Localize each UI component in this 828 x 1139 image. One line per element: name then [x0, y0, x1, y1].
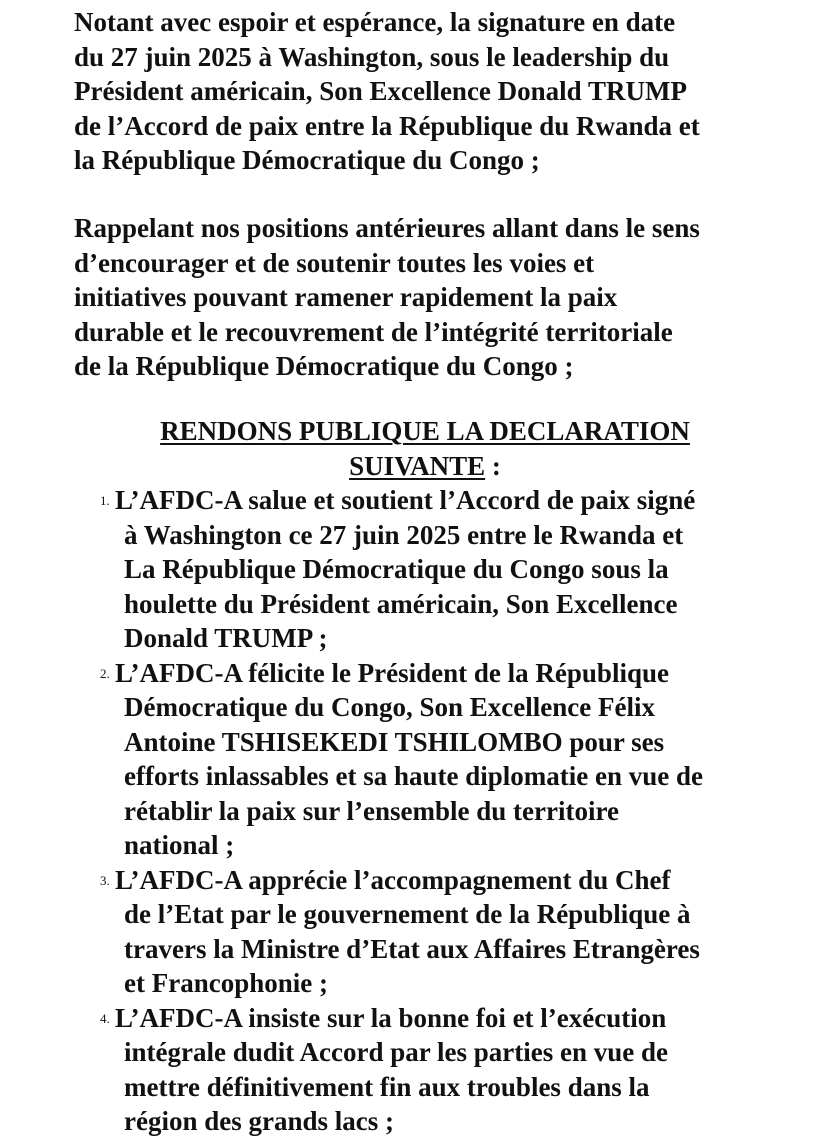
list-item: [0, 1001, 828, 1139]
list-item-line: intégrale dudit Accord par les parties en vue de: [124, 1037, 668, 1067]
paragraph-line: initiatives pouvant ramener rapidement la paix: [74, 282, 618, 312]
paragraph-line: Président américain, Son Excellence Donald TRUMP: [74, 76, 687, 106]
list-item-number: 2.: [100, 665, 110, 681]
list-item-line: rétablir la paix sur l’ensemble du territoire: [124, 795, 619, 826]
declaration-heading: [40, 414, 810, 483]
heading-line-1: [40, 414, 810, 449]
list-item: [0, 656, 828, 863]
paragraph-line: la République Démocratique du Congo ;: [74, 145, 540, 175]
paragraph-line: de l’Accord de paix entre la République du Rwanda et: [74, 110, 700, 141]
paragraph-line: du 27 juin 2025 à Washington, sous le leadership du: [74, 41, 670, 72]
heading-text-2: SUIVANTE: [349, 450, 486, 481]
list-item-line: houlette du Président américain, Son Excellence: [124, 588, 678, 619]
list-item-line: région des grands lacs ;: [124, 1106, 394, 1136]
list-item-line: national ;: [124, 830, 235, 860]
list-item-line: à Washington ce 27 juin 2025 entre le Rwanda et: [124, 519, 684, 550]
list-item-line: L’AFDC-A insiste sur la bonne foi et l’exécution: [115, 1002, 667, 1033]
heading-text-1: RENDONS PUBLIQUE LA DECLARATION: [160, 416, 690, 446]
list-item-line: travers la Ministre d’Etat aux Affaires Etrangères: [124, 933, 700, 964]
list-item: [0, 483, 828, 656]
list-item-line: La République Démocratique du Congo sous la: [124, 554, 669, 584]
list-item-line: de l’Etat par le gouvernement de la République à: [124, 899, 691, 929]
paragraph-line: Notant avec espoir et espérance, la signature en date: [74, 7, 676, 37]
list-item: [0, 863, 828, 1001]
paragraph-rappelant: [74, 211, 764, 384]
paragraph-line: Rappelant nos positions antérieures allant dans le sens: [74, 213, 700, 243]
list-item-number: 4.: [100, 1010, 110, 1026]
paragraph-line: durable et le recouvrement de l’intégrité territoriale: [74, 316, 673, 347]
list-item-line: Antoine TSHISEKEDI TSHILOMBO pour ses: [124, 726, 665, 757]
list-item-line: Donald TRUMP ;: [124, 623, 328, 653]
list-item-number: 3.: [100, 872, 110, 888]
heading-line-2: [40, 449, 810, 484]
list-item-line: L’AFDC-A félicite le Président de la République: [115, 657, 669, 688]
paragraph-notant: [74, 5, 764, 178]
declaration-list: [0, 483, 828, 1139]
list-item-line: efforts inlassables et sa haute diplomatie en vue de: [124, 761, 703, 791]
list-item-line: Démocratique du Congo, Son Excellence Félix: [124, 692, 655, 722]
list-item-line: L’AFDC-A apprécie l’accompagnement du Chef: [115, 864, 671, 895]
list-item-line: et Francophonie ;: [124, 968, 328, 998]
list-item-line: L’AFDC-A salue et soutient l’Accord de paix signé: [115, 485, 696, 515]
list-item-line: mettre définitivement fin aux troubles dans la: [124, 1071, 650, 1102]
heading-suffix: :: [485, 450, 501, 481]
paragraph-line: de la République Démocratique du Congo ;: [74, 351, 574, 381]
list-item-number: 1.: [100, 493, 110, 508]
paragraph-line: d’encourager et de soutenir toutes les voies et: [74, 247, 595, 278]
